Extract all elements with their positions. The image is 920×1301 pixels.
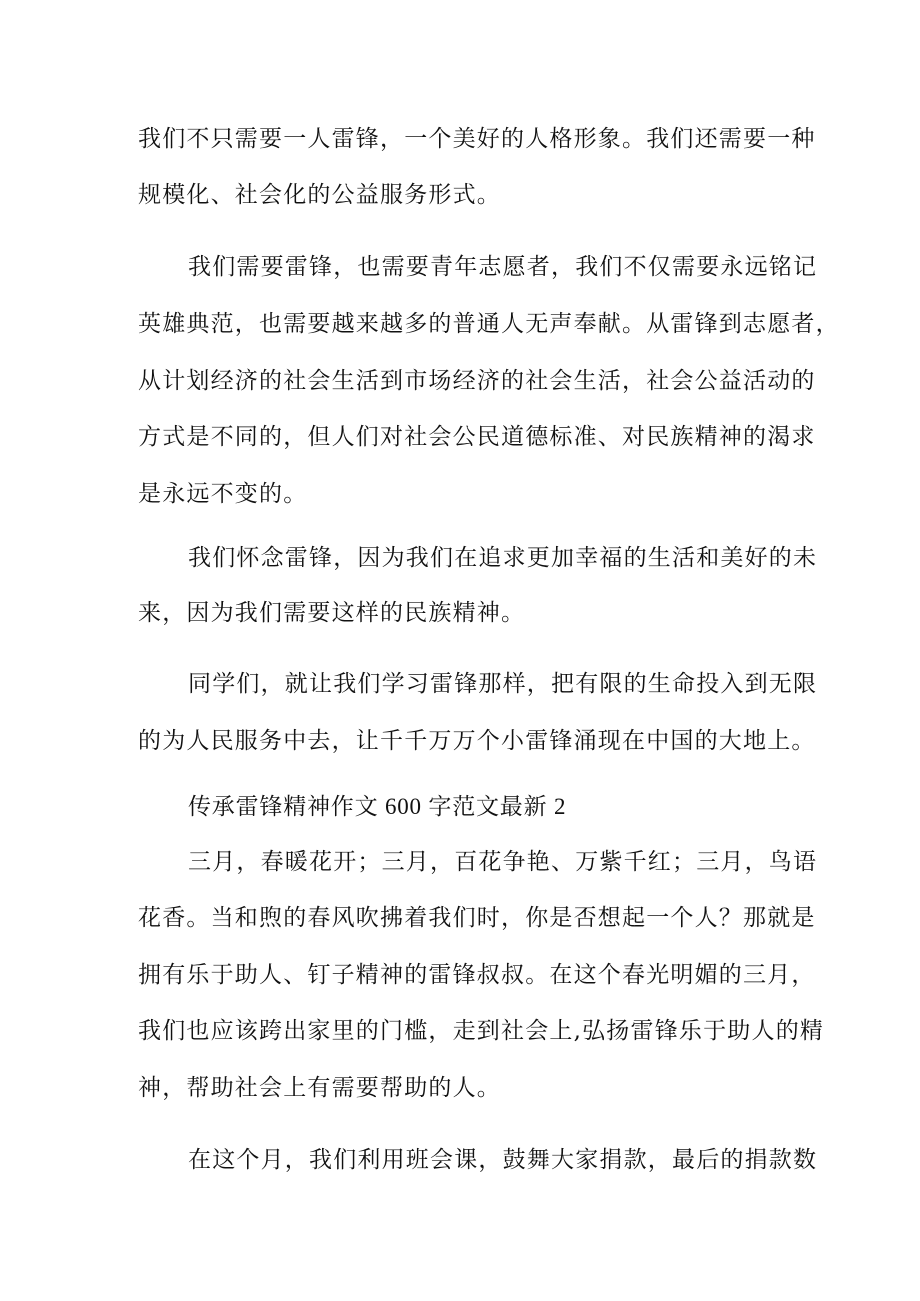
paragraph-line: 我们不只需要一人雷锋，一个美好的人格形象。我们还需要一种 — [138, 126, 816, 152]
paragraph-line: 花香。当和煦的春风吹拂着我们时，你是否想起一个人？那就是 — [138, 905, 816, 931]
paragraph-line: 我们需要雷锋，也需要青年志愿者，我们不仅需要永远铭记 — [188, 254, 818, 280]
paragraph-line: 来，因为我们需要这样的民族精神。 — [138, 600, 526, 626]
paragraph-line: 英雄典范，也需要越来越多的普通人无声奉献。从雷锋到志愿者， — [138, 311, 840, 337]
paragraph-line: 我们也应该跨出家里的门槛，走到社会上,弘扬雷锋乐于助人的精 — [138, 1018, 825, 1044]
paragraph-line: 从计划经济的社会生活到市场经济的社会生活，社会公益活动的 — [138, 368, 816, 394]
paragraph-line: 在这个月，我们利用班会课，鼓舞大家捐款，最后的捐款数 — [188, 1147, 818, 1173]
paragraph-line: 三月，春暖花开；三月，百花争艳、万紫千红；三月，鸟语 — [188, 849, 818, 875]
paragraph-line: 方式是不同的，但人们对社会公民道德标准、对民族精神的渴求 — [138, 424, 816, 450]
paragraph-line: 拥有乐于助人、钉子精神的雷锋叔叔。在这个春光明媚的三月， — [138, 962, 816, 988]
paragraph-line: 我们怀念雷锋，因为我们在追求更加幸福的生活和美好的未 — [188, 545, 818, 571]
paragraph-line: 神，帮助社会上有需要帮助的人。 — [138, 1075, 501, 1101]
paragraph-line: 是永远不变的。 — [138, 481, 308, 507]
paragraph-line: 同学们，就让我们学习雷锋那样，把有限的生命投入到无限 — [188, 671, 818, 697]
paragraph-line: 规模化、社会化的公益服务形式。 — [138, 182, 501, 208]
section-heading: 传承雷锋精神作文 600 字范文最新 2 — [188, 794, 567, 819]
paragraph-line: 的为人民服务中去，让千千万万个小雷锋涌现在中国的大地上。 — [138, 728, 816, 754]
